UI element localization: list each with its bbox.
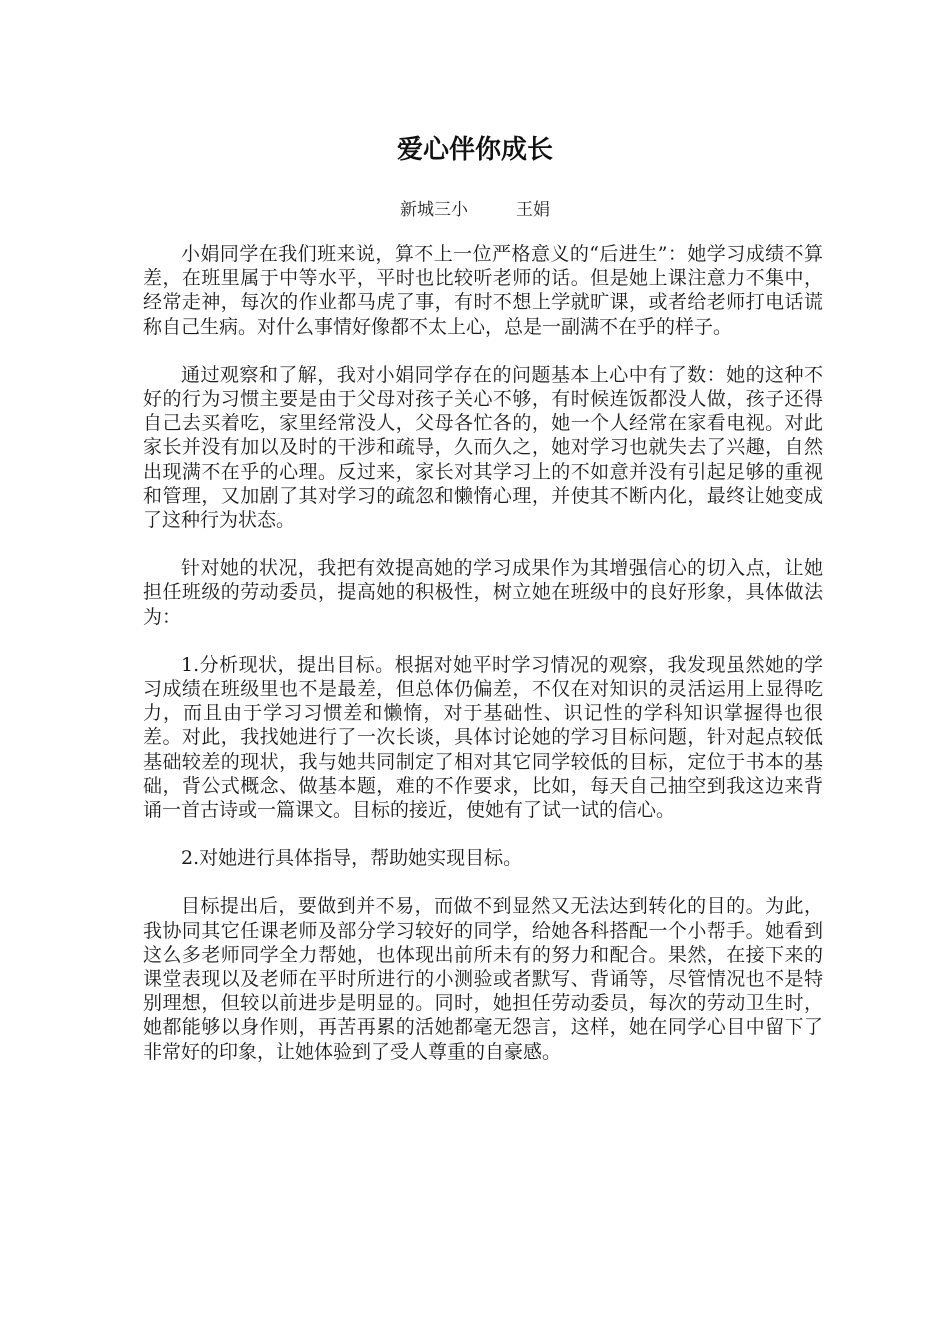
document-title: 爱心伴你成长 [396,135,553,165]
document-body [143,242,823,1088]
paragraph: 通过观察和了解，我对小娟同学存在的问题基本上心中有了数：她的这种不好的行为习惯主要是由于父母对孩子关心不够，有时候连饭都没人做，孩子还得自己去买着吃，家里经常没人，父母各忙各的，她一个人经常在家看电视。对此家长并没有加以及时的干涉和疏导，久而久之，她对学习也就失去了兴趣，自然出现满不在乎的心理。反过来，家长对其学习上的不如意并没有引起足够的重视和管理，又加剧了其对学习的疏忽和懒惰心理，并使其不断内化，最终让她变成了这种行为状态。 [143,363,823,532]
byline [0,198,950,222]
author-name: 王娟 [516,200,550,220]
paragraph: 目标提出后，要做到并不易，而做不到显然又无法达到转化的目的。为此，我协同其它任课老师及部分学习较好的同学，给她各科搭配一个小帮手。她看到这么多老师同学全力帮她，也体现出前所未有的努力和配合。果然，在接下来的课堂表现以及老师在平时所进行的小测验或者默写、背诵等，尽管情况也不是特别理想，但较以前进步是明显的。同时，她担任劳动委员，每次的劳动卫生时，她都能够以身作则，再苦再累的活她都毫无怨言，这样，她在同学心目中留下了非常好的印象，让她体验到了受人尊重的自豪感。 [143,895,823,1063]
school-name: 新城三小 [400,200,468,220]
paragraph: 2.对她进行具体指导，帮助她实现目标。 [181,847,523,870]
paragraph: 针对她的状况，我把有效提高她的学习成果作为其增强信心的切入点，让她担任班级的劳动委员，提高她的积极性，树立她在班级中的良好形象，具体做法为： [143,557,823,628]
paragraph: 1.分析现状，提出目标。根据对她平时学习情况的观察，我发现虽然她的学习成绩在班级里也不是最差，但总体仍偏差，不仅在对知识的灵活运用上显得吃力，而且由于学习习惯差和懒惰，对于基础性、识记性的学科知识掌握得也很差。对此，我找她进行了一次长谈，具体讨论她的学习目标问题，针对起点较低基础较差的现状，我与她共同制定了相对其它同学较低的目标，定位于书本的基础，背公式概念、做基本题，难的不作要求，比如，每天自己抽空到我这边来背诵一首古诗或一篇课文。目标的接近，使她有了试一试的信心。 [143,653,823,822]
paragraph: 小娟同学在我们班来说，算不上一位严格意义的“后进生”：她学习成绩不算差，在班里属于中等水平，平时也比较听老师的话。但是她上课注意力不集中，经常走神，每次的作业都马虎了事，有时不想上学就旷课，或者给老师打电话谎称自己生病。对什么事情好像都不太上心，总是一副满不在乎的样子。 [143,243,823,338]
